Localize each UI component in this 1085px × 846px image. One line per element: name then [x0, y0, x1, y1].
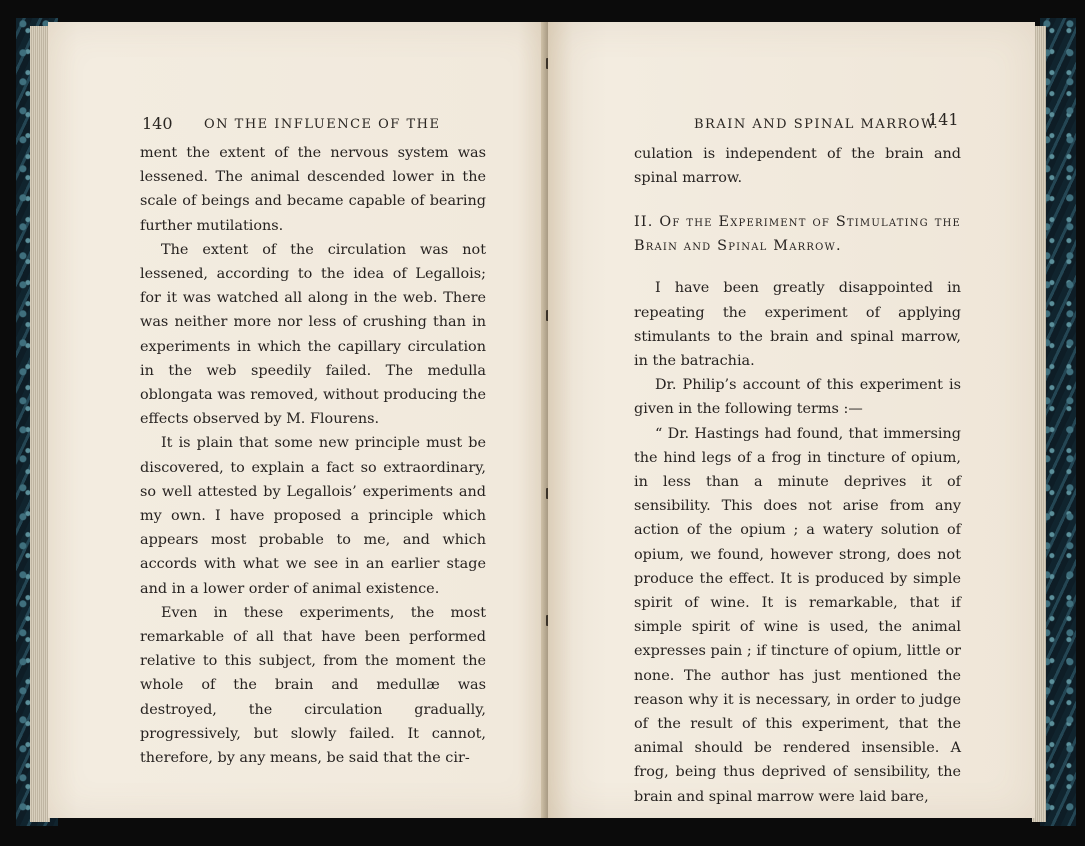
- paragraph: ment the extent of the nervous system was lessened. The animal descended lower in the scale of beings and became capable of bearing further mutilations.: [140, 145, 486, 234]
- paragraph: Even in these experiments, the most remarkable of all that have been performed relative to this subject, from the moment the whole of the brain and medullæ was destroyed, the circulation gradually, progressively, but slowly failed. It cannot, therefore, by any means, be said that the cir-: [140, 604, 486, 767]
- right-page: [548, 22, 1035, 818]
- paragraph: The extent of the circulation was not lessened, according to the idea of Legallois; for it was watched all along in the web. There was neither more nor less of crushing than in experiments in which the capillary circulation in the web speedily failed. The medulla oblongata was removed, without producing the effects observed by M. Flourens.: [140, 241, 486, 428]
- page-number: 140: [142, 114, 173, 133]
- left-page: [48, 22, 548, 818]
- page-edges-left: [30, 26, 50, 822]
- text-column: [140, 141, 486, 770]
- section-heading: II. Of the Experiment of Stimulating the Brain and Spinal Marrow.: [634, 214, 961, 255]
- paragraph: “ Dr. Hastings had found, that immersing the hind legs of a frog in tincture of opium, in less than a minute deprives it of sensibility. This does not arise from any action of the opium ; a watery solution of opium, we found, however strong, does not produce the effect. It is produced by simple spirit of wine. It is remarkable, that if simple spirit of wine is used, the animal expresses pain ; if tincture of opium, little or none. The author has just mentioned the reason why it is necessary, in order to judge of the result of this experiment, that the animal should be rendered insensible. A frog, being thus deprived of sensibility, the brain and spinal marrow were laid bare,: [634, 425, 961, 805]
- running-head: BRAIN AND SPINAL MARROW.: [694, 117, 940, 132]
- paragraph: It is plain that some new principle must be discovered, to explain a fact so extraordinary, so well attested by Legallois’ experiments and my own. I have proposed a principle which appears most probable to me, and which accords with what we see in an earlier stage and in a lower order of animal existence.: [140, 435, 486, 597]
- text-column: [634, 142, 961, 809]
- paragraph: Dr. Philip’s account of this experiment is given in the following terms :—: [634, 377, 961, 418]
- running-head: ON THE INFLUENCE OF THE: [204, 117, 441, 132]
- paragraph: I have been greatly disappointed in repeating the experiment of applying stimulants to the brain and spinal marrow, in the batrachia.: [634, 280, 961, 370]
- page-number: 141: [928, 110, 959, 129]
- paragraph: culation is independent of the brain and spinal marrow.: [634, 146, 961, 187]
